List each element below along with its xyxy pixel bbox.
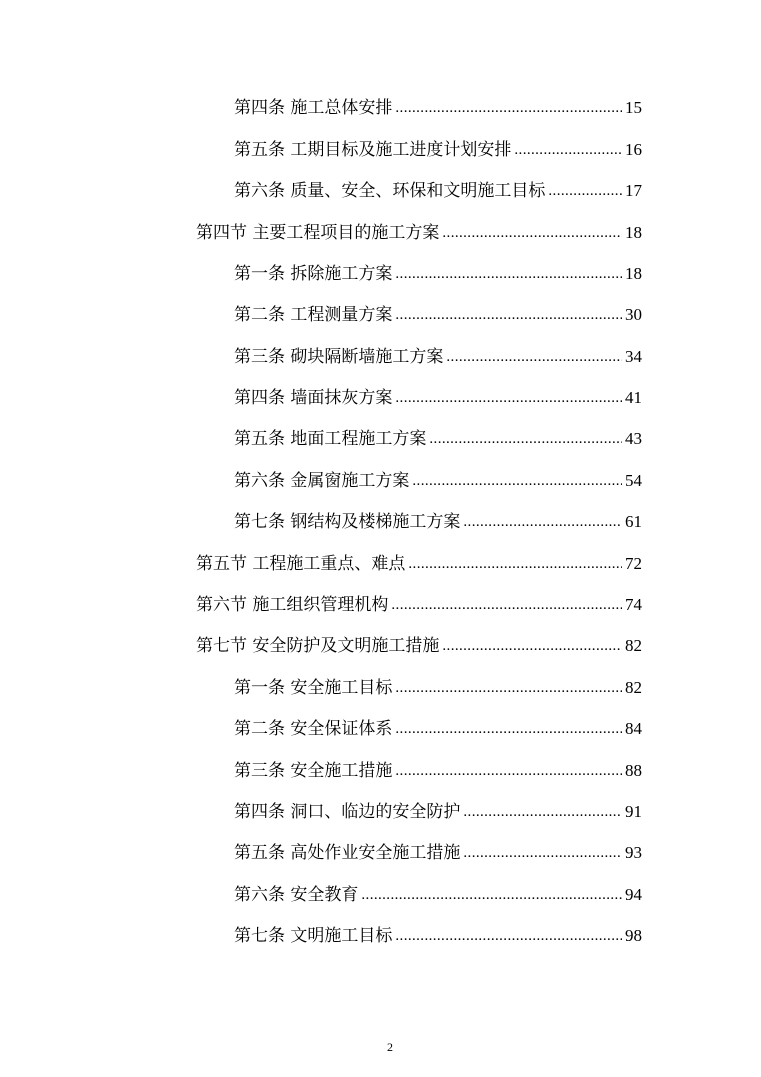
toc-entry[interactable] bbox=[234, 176, 642, 202]
toc-dot-leader bbox=[361, 884, 622, 906]
toc-dot-leader bbox=[395, 760, 622, 782]
toc-entry-page: 98 bbox=[625, 926, 642, 945]
toc-dot-leader bbox=[442, 635, 622, 657]
toc-entry-page: 30 bbox=[625, 305, 642, 324]
toc-entry-title: 第五条 工期目标及施工进度计划安排 bbox=[234, 140, 512, 160]
toc-entry-page: 54 bbox=[625, 471, 642, 490]
toc-entry-page: 93 bbox=[625, 843, 642, 862]
toc-entry-page: 84 bbox=[625, 719, 642, 738]
toc-entry-title: 第四条 施工总体安排 bbox=[234, 98, 393, 118]
toc-entry[interactable] bbox=[234, 756, 642, 782]
toc-entry-title: 第六节 施工组织管理机构 bbox=[196, 595, 389, 615]
toc-entry[interactable] bbox=[196, 590, 642, 616]
toc-entry[interactable] bbox=[234, 135, 642, 161]
toc-entry[interactable] bbox=[234, 921, 642, 947]
toc-entry[interactable] bbox=[234, 880, 642, 906]
toc-dot-leader bbox=[395, 718, 622, 740]
toc-entry-title: 第六条 金属窗施工方案 bbox=[234, 471, 410, 491]
toc-entry-page: 16 bbox=[625, 140, 642, 159]
toc-entry-title: 第四条 洞口、临边的安全防护 bbox=[234, 802, 461, 822]
toc-entry-page: 18 bbox=[625, 264, 642, 283]
toc-dot-leader bbox=[442, 222, 622, 244]
toc-dot-leader bbox=[463, 801, 622, 823]
toc-entry-page: 94 bbox=[625, 885, 642, 904]
toc-entry[interactable] bbox=[234, 838, 642, 864]
toc-dot-leader bbox=[395, 97, 622, 119]
toc-dot-leader bbox=[429, 428, 622, 450]
toc-entry[interactable] bbox=[234, 424, 642, 450]
toc-entry-page: 61 bbox=[625, 512, 642, 531]
toc-entry[interactable] bbox=[196, 631, 642, 657]
toc-entry-title: 第一条 拆除施工方案 bbox=[234, 264, 393, 284]
toc-entry[interactable] bbox=[234, 93, 642, 119]
toc-entry[interactable] bbox=[234, 507, 642, 533]
toc-entry-title: 第六条 质量、安全、环保和文明施工目标 bbox=[234, 181, 546, 201]
toc-dot-leader bbox=[412, 470, 622, 492]
toc-entry[interactable] bbox=[234, 300, 642, 326]
toc-entry-title: 第二条 安全保证体系 bbox=[234, 719, 393, 739]
toc-entry-title: 第七条 文明施工目标 bbox=[234, 926, 393, 946]
toc-dot-leader bbox=[463, 511, 622, 533]
toc-entry-page: 17 bbox=[625, 181, 642, 200]
page-number: 2 bbox=[387, 1040, 393, 1054]
toc-entry[interactable] bbox=[234, 466, 642, 492]
toc-entry-page: 41 bbox=[625, 388, 642, 407]
toc-entry-title: 第三条 安全施工措施 bbox=[234, 761, 393, 781]
toc-dot-leader bbox=[408, 553, 622, 575]
toc-entry-title: 第三条 砌块隔断墙施工方案 bbox=[234, 347, 444, 367]
toc-entry-page: 88 bbox=[625, 761, 642, 780]
toc-entry-page: 34 bbox=[625, 347, 642, 366]
toc-entry-page: 82 bbox=[625, 636, 642, 655]
toc-entry-page: 74 bbox=[625, 595, 642, 614]
toc-dot-leader bbox=[514, 139, 622, 161]
toc-entry[interactable] bbox=[234, 342, 642, 368]
toc-entry[interactable] bbox=[234, 797, 642, 823]
toc-entry[interactable] bbox=[196, 549, 642, 575]
toc-entry-title: 第七节 安全防护及文明施工措施 bbox=[196, 636, 440, 656]
toc-entry-title: 第五条 地面工程施工方案 bbox=[234, 429, 427, 449]
toc-entry-title: 第四条 墙面抹灰方案 bbox=[234, 388, 393, 408]
toc-dot-leader bbox=[548, 180, 622, 202]
toc-entry-page: 18 bbox=[625, 223, 642, 242]
toc-entry-title: 第四节 主要工程项目的施工方案 bbox=[196, 223, 440, 243]
toc-entry[interactable] bbox=[234, 673, 642, 699]
toc-dot-leader bbox=[391, 594, 622, 616]
toc-entry-title: 第六条 安全教育 bbox=[234, 885, 359, 905]
toc-entry[interactable] bbox=[234, 259, 642, 285]
toc-dot-leader bbox=[395, 925, 622, 947]
toc-entry-title: 第七条 钢结构及楼梯施工方案 bbox=[234, 512, 461, 532]
toc-entry-page: 72 bbox=[625, 554, 642, 573]
toc-entry-title: 第五节 工程施工重点、难点 bbox=[196, 554, 406, 574]
toc-dot-leader bbox=[395, 263, 622, 285]
toc-entry-page: 15 bbox=[625, 98, 642, 117]
toc-entry-page: 43 bbox=[625, 429, 642, 448]
toc-entry[interactable] bbox=[234, 714, 642, 740]
toc-entry[interactable] bbox=[196, 218, 642, 244]
toc-dot-leader bbox=[395, 677, 622, 699]
toc-entry-title: 第五条 高处作业安全施工措施 bbox=[234, 843, 461, 863]
toc-entry-page: 91 bbox=[625, 802, 642, 821]
toc-entry-title: 第一条 安全施工目标 bbox=[234, 678, 393, 698]
toc-dot-leader bbox=[446, 346, 622, 368]
toc-entry-title: 第二条 工程测量方案 bbox=[234, 305, 393, 325]
toc-dot-leader bbox=[395, 387, 622, 409]
toc-dot-leader bbox=[463, 842, 622, 864]
toc-entry[interactable] bbox=[234, 383, 642, 409]
toc-entry-page: 82 bbox=[625, 678, 642, 697]
toc-dot-leader bbox=[395, 304, 622, 326]
